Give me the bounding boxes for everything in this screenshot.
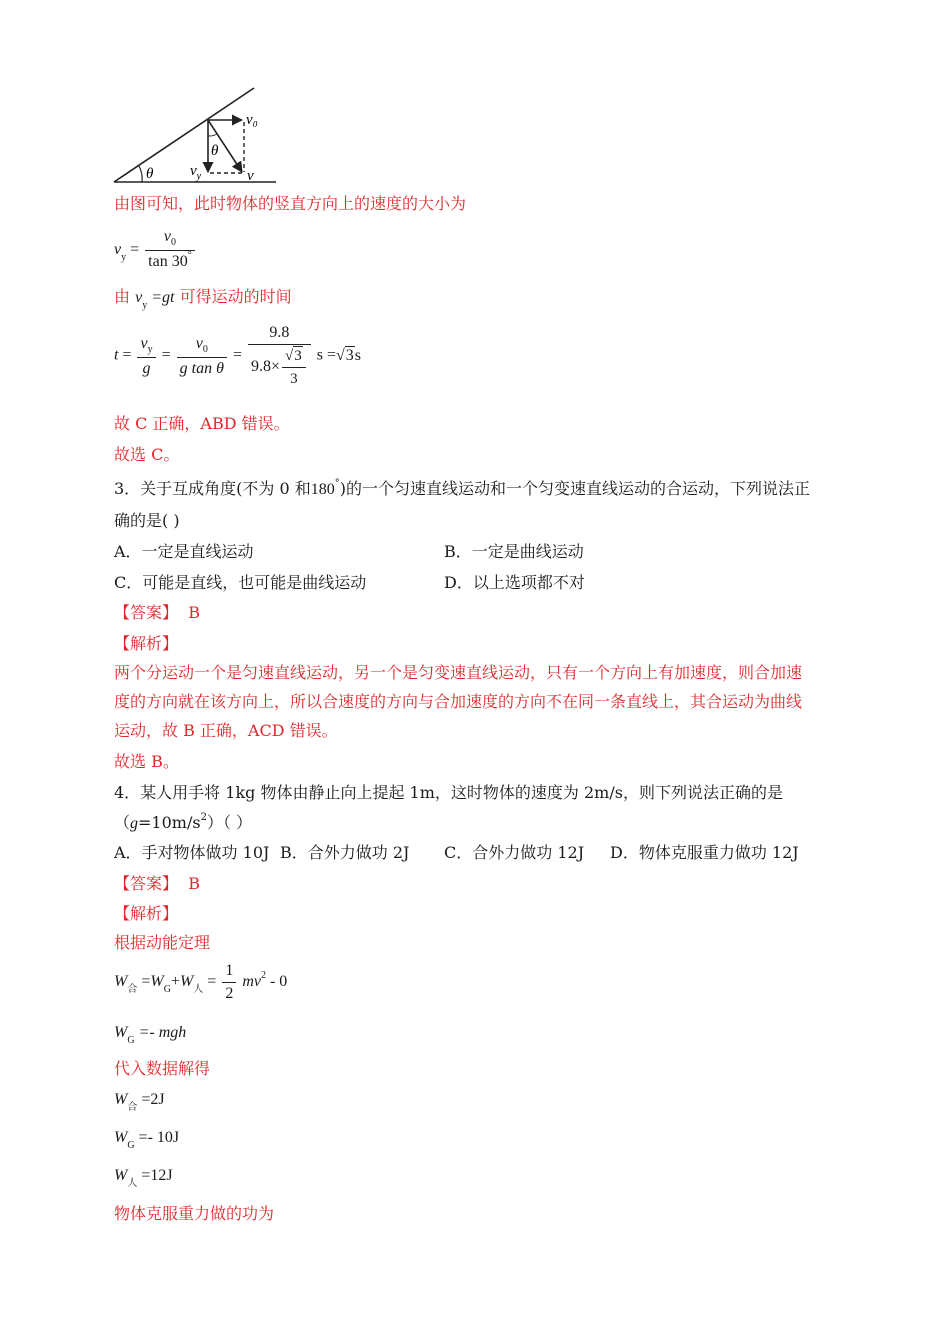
q3-analysis-line-3: 运动，故 B 正确，ACD 错误。 <box>114 721 338 740</box>
q3-analysis-line-2: 度的方向就在该方向上，所以合速度的方向与合加速度的方向不在同一条直线上，其合运动为曲线 <box>114 692 803 711</box>
q4-stem-line2: $(g=10m/s^2)$（ ） <box>114 812 253 832</box>
q4-option-c: C．合外力做功 12J <box>444 843 585 862</box>
q3-option-c: C．可能是直线，也可能是曲线运动 <box>114 573 367 592</box>
q4-option-d: D．物体克服重力做功 12J <box>610 843 799 862</box>
sol-line-4: 故选 C。 <box>114 445 180 464</box>
result-w-ren: $W_人 =12J$ <box>114 1167 173 1189</box>
q3-option-a: A．一定是直线运动 <box>114 542 254 561</box>
q3-analysis-line-1: 两个分运动一个是匀速直线运动，另一个是匀变速直线运动，只有一个方向上有加速度，则合加速 <box>114 663 803 682</box>
q3-conclusion: 故选 B。 <box>114 752 179 771</box>
q3-stem: 3．关于互成角度(不为 0 和180°)的一个匀速直线运动和一个匀变速直线运动的合运动，下列说法正 <box>114 478 811 498</box>
incline-line <box>114 88 254 182</box>
label-v0: v₀ <box>246 112 258 128</box>
q4-analysis-label: 【解析】 <box>114 904 179 923</box>
q3-option-d: D．以上选项都不对 <box>444 573 585 592</box>
result-w-he: $W_合 =2J$ <box>114 1091 165 1113</box>
label-v: v <box>247 168 254 184</box>
angle-arc <box>139 166 142 182</box>
q4-analysis-line-1: 根据动能定理 <box>114 933 211 952</box>
q4-stem: 4．某人用手将 1kg 物体由静止向上提起 1m，这时物体的速度为 2m/s，则下列说法正确的是 <box>114 783 783 802</box>
label-theta-vertex: θ <box>211 143 219 159</box>
q4-analysis-line-3: 物体克服重力做的功为 <box>114 1204 275 1223</box>
velocity-diagram <box>110 84 280 190</box>
sol-line-3: 故 C 正确，ABD 错误。 <box>114 414 290 433</box>
equation-wg: $W_G$ =- mgh <box>114 1024 187 1046</box>
q4-answer: 【答案】 B <box>114 874 200 893</box>
q4-analysis-line-2: 代入数据解得 <box>114 1059 211 1078</box>
q4-option-b: B．合外力做功 2J <box>280 843 410 862</box>
sol-line-1: 由图可知，此时物体的竖直方向上的速度的大小为 <box>114 194 467 213</box>
equation-work-energy: $W_合 =W_G+W_人$ = $\frac{1}{2}$ $mv^2 - 0$ <box>114 962 288 1002</box>
equation-vy: $v_y$ = $\frac{v_0}{\tan 30^\circ}$ <box>114 226 197 275</box>
q4-option-a: A．手对物体做功 10J <box>114 843 270 862</box>
label-vy: $v_y$ <box>190 163 202 182</box>
equation-t: t = $\frac{v_y}{g}$ = $\frac{v_0}{\text{g tan θ}}$ = 9.8 9.8× $\frac{√3}{3}$ s =√3s <box>114 324 362 387</box>
result-w-g: $W_G =- 10J$ <box>114 1129 180 1151</box>
q3-stem-line2: 确的是( ) <box>114 511 180 530</box>
sol-line-2: 由 $v_y =gt$ 可得运动的时间 <box>114 287 292 311</box>
q3-option-b: B．一定是曲线运动 <box>444 542 584 561</box>
q3-answer: 【答案】 B <box>114 603 200 622</box>
label-theta-base: θ <box>146 166 154 182</box>
theta-arc <box>208 134 217 136</box>
q3-analysis-label: 【解析】 <box>114 634 179 653</box>
